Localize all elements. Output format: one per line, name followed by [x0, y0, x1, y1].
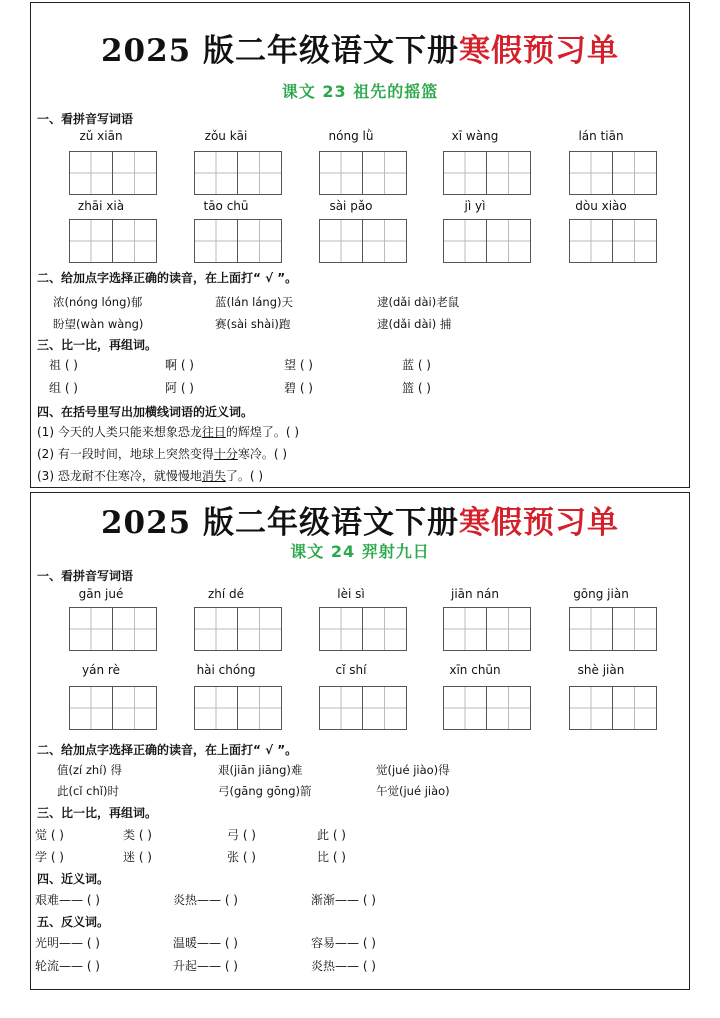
compare-item: 啊 ( )	[165, 358, 194, 372]
section-1-heading: 一、看拼音写词语	[37, 569, 134, 583]
character-writing-box[interactable]	[238, 686, 282, 730]
pron-item: 艰(jiān jiāng)难	[218, 763, 303, 777]
lesson-subtitle: 课文 24 羿射九日	[290, 542, 430, 561]
character-writing-box[interactable]	[319, 151, 363, 195]
title-highlight: 寒假预习单	[459, 33, 620, 69]
antonym-item: 轮流—— ( )	[35, 959, 100, 973]
character-writing-box[interactable]	[194, 151, 238, 195]
compare-item: 比 ( )	[317, 850, 346, 864]
character-writing-box[interactable]	[69, 607, 113, 651]
pinyin-label: zhí dé	[207, 587, 245, 601]
character-writing-box[interactable]	[363, 151, 407, 195]
section-2-heading: 二、给加点字选择正确的读音，在上面打“ √ ”。	[37, 271, 298, 285]
pinyin-label: shè jiàn	[577, 663, 625, 677]
antonym-item: 升起—— ( )	[173, 959, 238, 973]
character-writing-box[interactable]	[443, 607, 487, 651]
character-writing-box[interactable]	[487, 607, 531, 651]
pinyin-label: cǐ shí	[335, 663, 367, 677]
antonym-item: 容易—— ( )	[311, 936, 376, 950]
character-writing-box[interactable]	[238, 151, 282, 195]
compare-item: 类 ( )	[123, 828, 152, 842]
pron-item: 赛(sài shài)跑	[215, 317, 291, 331]
character-writing-box[interactable]	[319, 686, 363, 730]
pinyin-label: jiān nán	[450, 587, 499, 601]
character-writing-box[interactable]	[569, 151, 613, 195]
pinyin-label: nóng lǜ	[328, 129, 374, 143]
pron-item: 逮(dǎi dài)老鼠	[377, 295, 460, 309]
lesson-subtitle: 课文 23 祖先的摇篮	[281, 82, 439, 101]
worksheet-lesson-24	[30, 492, 690, 990]
character-writing-box[interactable]	[443, 219, 487, 263]
section-4-heading: 四、在括号里写出加横线词语的近义词。	[37, 405, 254, 419]
character-writing-box[interactable]	[113, 607, 157, 651]
worksheet-title: 2025 版二年级语文下册寒假预习单	[100, 505, 620, 541]
compare-item: 祖 ( )	[49, 358, 78, 372]
character-writing-box[interactable]	[194, 219, 238, 263]
antonym-item: 温暖—— ( )	[173, 936, 238, 950]
compare-item: 篮 ( )	[402, 381, 431, 395]
character-writing-box[interactable]	[487, 151, 531, 195]
near-synonym-item: 炎热—— ( )	[173, 893, 238, 907]
near-synonym-item: 艰难—— ( )	[35, 893, 100, 907]
compare-item: 学 ( )	[35, 850, 64, 864]
pinyin-label: sài pǎo	[329, 199, 373, 213]
pron-item: 浓(nóng lóng)郁	[53, 295, 143, 309]
character-writing-box[interactable]	[487, 219, 531, 263]
pinyin-label: lán tiān	[578, 129, 624, 143]
antonym-item: 炎热—— ( )	[311, 959, 376, 973]
character-writing-box[interactable]	[194, 686, 238, 730]
pron-item: 觉(jué jiào)得	[376, 763, 450, 777]
compare-item: 望 ( )	[284, 358, 313, 372]
synonym-sentence: (3) 恐龙耐不住寒冷，就慢慢地消失了。( )	[37, 469, 264, 483]
character-writing-box[interactable]	[194, 607, 238, 651]
compare-item: 组 ( )	[49, 381, 78, 395]
compare-item: 此 ( )	[317, 828, 346, 842]
pinyin-label: lèi sì	[337, 587, 365, 601]
character-writing-box[interactable]	[613, 607, 657, 651]
character-writing-box[interactable]	[113, 219, 157, 263]
character-writing-box[interactable]	[363, 686, 407, 730]
near-synonym-item: 渐渐—— ( )	[311, 893, 376, 907]
character-writing-box[interactable]	[113, 151, 157, 195]
section-4-heading: 四、近义词。	[37, 872, 110, 886]
pinyin-label: zǒu kāi	[204, 129, 248, 143]
character-writing-box[interactable]	[69, 219, 113, 263]
underlined-word: 往日	[201, 425, 226, 439]
compare-item: 蓝 ( )	[402, 358, 431, 372]
compare-item: 弓 ( )	[227, 828, 256, 842]
compare-item: 迷 ( )	[123, 850, 152, 864]
character-writing-box[interactable]	[363, 219, 407, 263]
character-writing-box[interactable]	[487, 686, 531, 730]
character-writing-box[interactable]	[319, 607, 363, 651]
character-writing-box[interactable]	[69, 686, 113, 730]
worksheet-title: 2025 版二年级语文下册寒假预习单	[100, 33, 620, 69]
pinyin-label: yán rè	[82, 663, 120, 677]
character-writing-box[interactable]	[613, 686, 657, 730]
pinyin-label: dòu xiào	[575, 199, 627, 213]
pron-item: 此(cǐ chǐ)时	[57, 784, 119, 798]
character-writing-box[interactable]	[613, 151, 657, 195]
character-writing-box[interactable]	[238, 607, 282, 651]
character-writing-box[interactable]	[113, 686, 157, 730]
pinyin-label: gān jué	[78, 587, 124, 601]
character-writing-box[interactable]	[443, 686, 487, 730]
pron-item: 值(zí zhí) 得	[57, 763, 123, 777]
character-writing-box[interactable]	[613, 219, 657, 263]
character-writing-box[interactable]	[319, 219, 363, 263]
character-writing-box[interactable]	[363, 607, 407, 651]
section-3-heading: 三、比一比，再组词。	[37, 338, 158, 352]
pron-item: 午觉(jué jiào)	[376, 784, 450, 798]
synonym-sentence: (1) 今天的人类只能来想象恐龙往日的辉煌了。( )	[37, 425, 300, 439]
title-highlight: 寒假预习单	[459, 505, 620, 541]
pinyin-label: xī wàng	[451, 129, 499, 143]
pinyin-label: hài chóng	[196, 663, 256, 677]
pinyin-label: tāo chū	[203, 199, 249, 213]
compare-item: 张 ( )	[227, 850, 256, 864]
compare-item: 阿 ( )	[165, 381, 194, 395]
section-5-heading: 五、反义词。	[37, 915, 110, 929]
section-2-heading: 二、给加点字选择正确的读音，在上面打“ √ ”。	[37, 743, 298, 757]
pron-item: 弓(gāng gōng)箭	[218, 784, 312, 798]
pinyin-label: zǔ xiān	[79, 129, 123, 143]
pron-item: 盼望(wàn wàng)	[53, 317, 144, 331]
pron-item: 蓝(lán láng)天	[215, 295, 293, 309]
section-1-heading: 一、看拼音写词语	[37, 112, 134, 126]
synonym-sentence: (2) 有一段时间，地球上突然变得十分寒冷。( )	[37, 447, 288, 461]
compare-item: 觉 ( )	[35, 828, 64, 842]
antonym-item: 光明—— ( )	[35, 936, 100, 950]
character-writing-box[interactable]	[569, 219, 613, 263]
pinyin-label: jì yì	[464, 199, 486, 213]
pinyin-label: gōng jiàn	[573, 587, 629, 601]
pron-item: 逮(dǎi dài) 捕	[377, 317, 452, 331]
character-writing-box[interactable]	[569, 607, 613, 651]
compare-item: 碧 ( )	[284, 381, 313, 395]
underlined-word: 消失	[201, 469, 226, 483]
underlined-word: 十分	[213, 447, 238, 461]
pinyin-label: zhāi xià	[77, 199, 125, 213]
character-writing-box[interactable]	[238, 219, 282, 263]
pinyin-label: xīn chūn	[449, 663, 501, 677]
worksheet-lesson-23	[30, 2, 690, 488]
character-writing-box[interactable]	[443, 151, 487, 195]
character-writing-box[interactable]	[69, 151, 113, 195]
character-writing-box[interactable]	[569, 686, 613, 730]
section-3-heading: 三、比一比，再组词。	[37, 806, 158, 820]
